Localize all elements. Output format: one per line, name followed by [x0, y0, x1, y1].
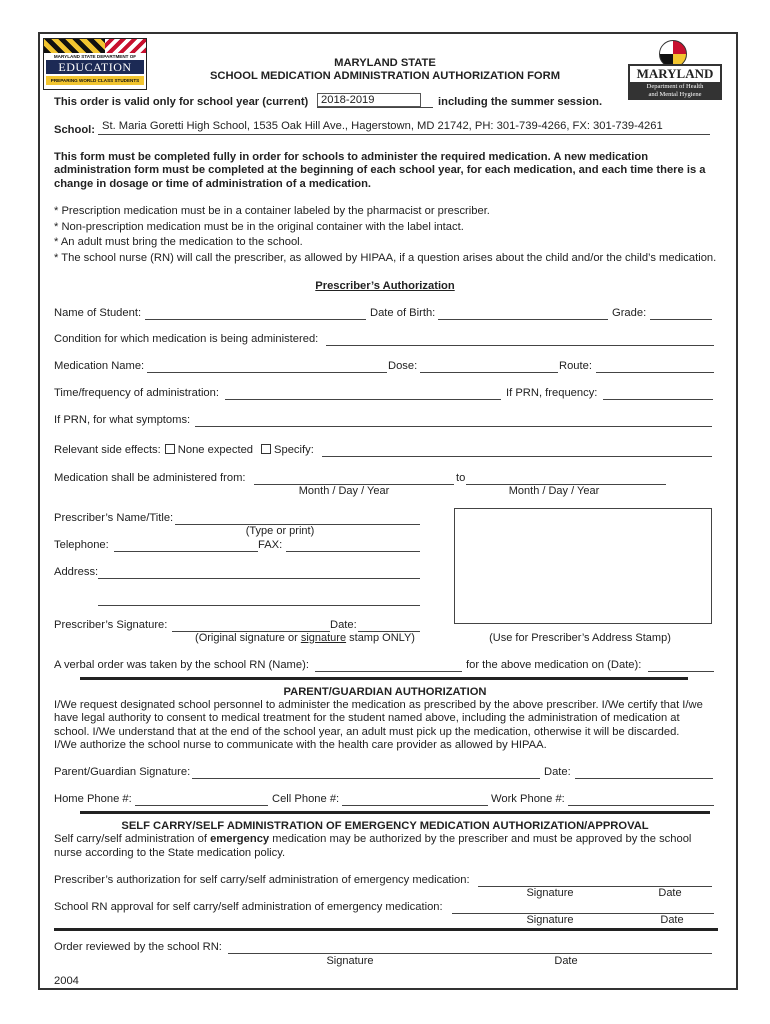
- prescriber-heading: Prescriber’s Authorization: [315, 280, 455, 292]
- notice-line1: This form must be completed fully in order for schools to administer the required medication. A new medication: [54, 151, 649, 163]
- grade-field[interactable]: [650, 319, 712, 320]
- prn-symptoms-field[interactable]: [195, 426, 712, 427]
- cell-phone-field[interactable]: [342, 805, 488, 806]
- md-health-logo: MARYLAND Department of Health and Mental Hygiene: [626, 40, 720, 100]
- none-expected-checkbox[interactable]: [165, 444, 175, 454]
- bullet-3: * An adult must bring the medication to the school.: [54, 236, 303, 248]
- time-frequency-field[interactable]: [225, 399, 501, 400]
- route-field[interactable]: [596, 372, 714, 373]
- telephone-field[interactable]: [114, 551, 258, 552]
- bullet-4: * The school nurse (RN) will call the prescriber, as allowed by HIPAA, if a question arises about the child and/or the child’s medication.: [54, 252, 717, 264]
- validity-suffix: including the summer session.: [438, 96, 603, 108]
- school-year-field[interactable]: 2018-2019: [321, 94, 375, 106]
- verbal-order-date-field[interactable]: [648, 671, 714, 672]
- home-phone-field[interactable]: [135, 805, 268, 806]
- school-label: School:: [54, 124, 96, 136]
- address-stamp-box[interactable]: [454, 508, 712, 624]
- dob-field[interactable]: [438, 319, 608, 320]
- validity-prefix: This order is valid only for school year (current): [54, 96, 309, 108]
- parent-signature-field[interactable]: [192, 778, 540, 779]
- section-divider: [54, 928, 718, 931]
- form-title-line2: SCHOOL MEDICATION ADMINISTRATION AUTHORIZATION FORM: [209, 70, 561, 82]
- form-title-line1: MARYLAND STATE: [334, 57, 436, 69]
- work-phone-field[interactable]: [568, 805, 714, 806]
- verbal-order-rn-field[interactable]: [315, 671, 462, 672]
- school-field[interactable]: St. Maria Goretti High School, 1535 Oak Hill Ave., Hagerstown, MD 21742, PH: 301-739-4266, FX: 301-739-4261: [102, 120, 663, 132]
- selfcarry-heading: SELF CARRY/SELF ADMINISTRATION OF EMERGENCY MEDICATION AUTHORIZATION/APPROVAL: [121, 820, 649, 832]
- condition-field[interactable]: [326, 345, 714, 346]
- form-year: 2004: [54, 975, 79, 987]
- parent-date-field[interactable]: [575, 778, 713, 779]
- notice-line3: change in dosage or time of administration of a medication.: [54, 178, 372, 190]
- dose-field[interactable]: [420, 372, 558, 373]
- md-education-logo: MARYLAND STATE DEPARTMENT OF EDUCATION PREPARING WORLD CLASS STUDENTS: [43, 38, 147, 90]
- address-field-2[interactable]: [98, 605, 420, 606]
- parent-heading: PARENT/GUARDIAN AUTHORIZATION: [283, 686, 487, 698]
- specify-checkbox[interactable]: [261, 444, 271, 454]
- address-field[interactable]: [98, 578, 420, 579]
- side-effects-field[interactable]: [322, 456, 712, 457]
- bullet-1: * Prescription medication must be in a container labeled by the pharmacist or prescriber.: [54, 205, 490, 217]
- rn-review-field[interactable]: [228, 953, 712, 954]
- medication-name-field[interactable]: [147, 372, 387, 373]
- fax-field[interactable]: [286, 551, 420, 552]
- notice-line2: administration form must be completed at the beginning of each school year, for each medication, and each time there is a: [54, 164, 706, 176]
- section-divider: [80, 677, 688, 680]
- prn-frequency-field[interactable]: [603, 399, 713, 400]
- section-divider: [80, 811, 710, 814]
- bullet-2: * Non-prescription medication must be in the original container with the label intact.: [54, 221, 464, 233]
- student-name-field[interactable]: [145, 319, 366, 320]
